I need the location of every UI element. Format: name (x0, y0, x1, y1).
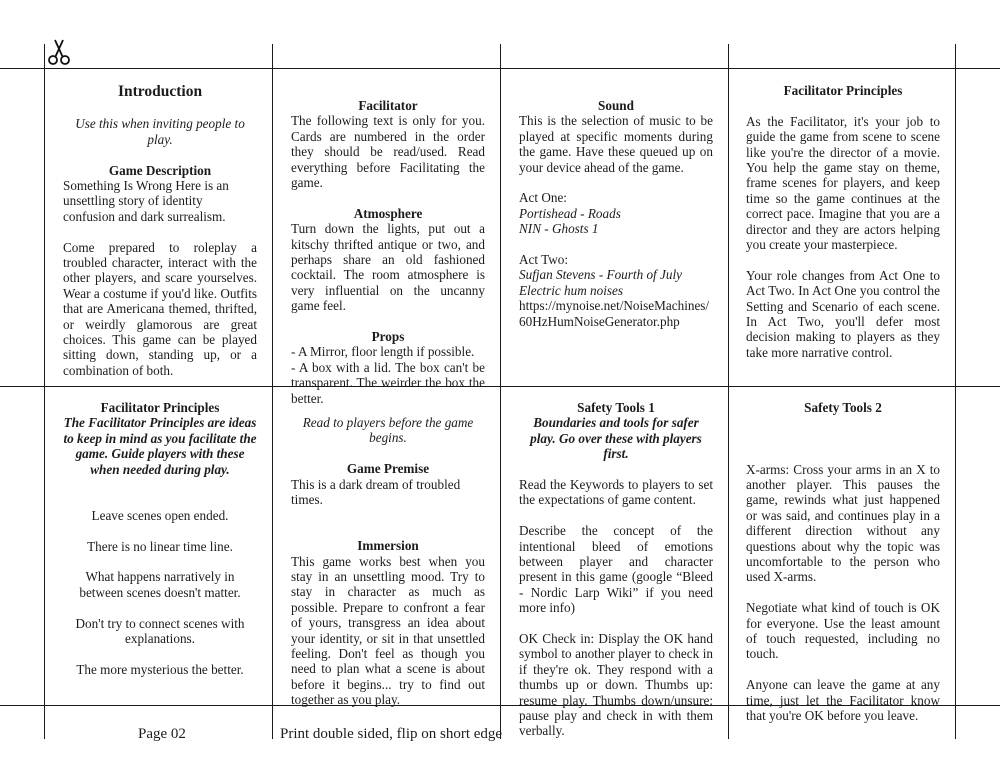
section-heading: Game Description (108, 162, 212, 178)
paragraph: Negotiate what kind of touch is OK for everyone. Use the least amount of touch requested, including no touch. (746, 600, 940, 662)
paragraph: This game works best when you stay in an unsettling mood. Try to stay in character as much as possible. Prepare to confront a fear of yours, transgress an idea about your identity, or sit in that unsettled feeling. Don't feel as though you need to plan what a scene is about before it begins... try to find out together as you play. (291, 553, 485, 708)
cut-line-vertical-2 (272, 44, 273, 739)
list-item: - A Mirror, floor length if possible. (291, 344, 475, 360)
track: Electric hum noises (519, 282, 624, 298)
paragraph: This is a dark dream of troubled times. (291, 476, 461, 508)
cut-line-vertical-1 (44, 44, 45, 739)
section-heading: Facilitator (358, 98, 418, 113)
section-heading: Facilitator Principles (783, 83, 903, 98)
principle-item: Leave scenes open ended. (91, 507, 229, 523)
section-heading: Safety Tools 2 (804, 400, 882, 415)
section-heading: Atmosphere (353, 205, 423, 221)
scissors-icon (46, 38, 72, 68)
cut-line-vertical-3 (500, 44, 501, 739)
track: NIN - Ghosts 1 (519, 221, 599, 237)
card-lead: Use this when inviting people to play. (75, 116, 245, 147)
paragraph: Read the Keywords to players to set the expectations of game content. (519, 477, 713, 508)
card-introduction (63, 83, 257, 378)
principle-item: The more mysterious the better. (76, 661, 244, 677)
page-number: Page 02 (138, 726, 186, 742)
act-label: Act One: (519, 190, 567, 206)
cut-line-vertical-4 (728, 44, 729, 739)
print-instructions: Print double sided, flip on short edge (280, 726, 503, 742)
card-safety-tools-1 (519, 400, 713, 739)
paragraph: Your role changes from Act One to Act Two. In Act One you control the Setting and Scenario of each scene. In Act Two, you'll defer most decision making to players as they take more narrative control. (746, 267, 940, 360)
section-heading: Immersion (357, 538, 419, 554)
card-lead: Boundaries and tools for safer play. Go over these with players first. (530, 415, 702, 462)
sound-link[interactable]: https://mynoise.net/NoiseMachines/60HzHumNoiseGenerator.php (519, 298, 710, 329)
section-heading: Facilitator Principles (100, 400, 220, 415)
principle-item: There is no linear time line. (87, 538, 233, 554)
paragraph: X-arms: Cross your arms in an X to another player. This pauses the game, rewinds what just happened or was said, and continues play in a different direction without any questions about why the topic was uncomfortable to the person who used X-arms. (746, 461, 940, 585)
card-lead: The Facilitator Principles are ideas to keep in mind as you facilitate the game. Guide players with these when needed during play. (63, 415, 257, 477)
act-label: Act Two: (519, 252, 569, 268)
paragraph: The following text is only for you. Cards are numbered in the order they should be read/used. Read everything before Facilitating the game. (291, 113, 485, 191)
section-heading: Sound (598, 98, 634, 113)
paragraph: Describe the concept of the intentional bleed of emotions between player and character present in this game (google “Bleed - Nordic Larp Wiki” if you need more info) (519, 523, 713, 616)
section-heading: Props (371, 329, 405, 345)
track: Sufjan Stevens - Fourth of July (519, 267, 682, 283)
paragraph: As the Facilitator, it's your job to guide the game from scene to scene like you're the director of a movie. You help the game stay on theme, frame scenes for players, and keep time so the game continues at the correct pace. Imagine that you are a director and they are actors helping you create your masterpiece. (746, 113, 940, 253)
card-sound (519, 98, 713, 329)
cut-line-horizontal-top (0, 68, 1000, 69)
paragraph: Turn down the lights, put out a kitschy thrifted antique or two, and perhaps share an old fashioned cocktail. The room atmosphere is very influential on the uncanny game feel. (291, 221, 485, 314)
paragraph: This is the selection of music to be played at specific moments during the game. Have these queued up on your device ahead of the game. (519, 113, 713, 175)
card-game-premise (291, 415, 485, 708)
card-safety-tools-2 (746, 400, 940, 723)
card-title: Introduction (117, 83, 203, 100)
cut-line-horizontal-middle (0, 386, 1000, 387)
section-heading: Game Premise (346, 461, 430, 477)
card-facilitator (291, 98, 485, 406)
card-lead: Read to players before the game begins. (302, 415, 474, 446)
paragraph: OK Check in: Display the OK hand symbol to another player to check in if they're ok. They respond with a thumbs up or down. Thumbs up: resume play. Thumbs down/unsure: pause play and check in with them verbally. (519, 631, 713, 739)
section-heading: Safety Tools 1 (577, 400, 655, 415)
card-facilitator-principles-1 (746, 83, 940, 360)
card-facilitator-principles-2 (63, 400, 257, 677)
paragraph: Anyone can leave the game at any time, just let the Facilitator know that you're OK before you leave. (746, 677, 940, 724)
principle-item: What happens narratively in between scenes doesn't matter. (79, 569, 241, 600)
cut-line-vertical-5 (955, 44, 956, 739)
paragraph: Something Is Wrong Here is an unsettling story of identity confusion and dark surrealism. (63, 178, 229, 224)
principle-item: Don't try to connect scenes with explanations. (75, 615, 245, 647)
track: Portishead - Roads (519, 205, 621, 221)
list-item: - A box with a lid. The box can't be transparent. The weirder the box the better. (291, 359, 485, 406)
paragraph: Come prepared to roleplay a troubled character, interact with the other players, and scare yourselves. Wear a costume if you'd like. Outfits that are Americana themed, thrifted, or weirdly glamorous are great choices. This game can be played sitting down, standing up, or a combination of both. (63, 239, 257, 378)
